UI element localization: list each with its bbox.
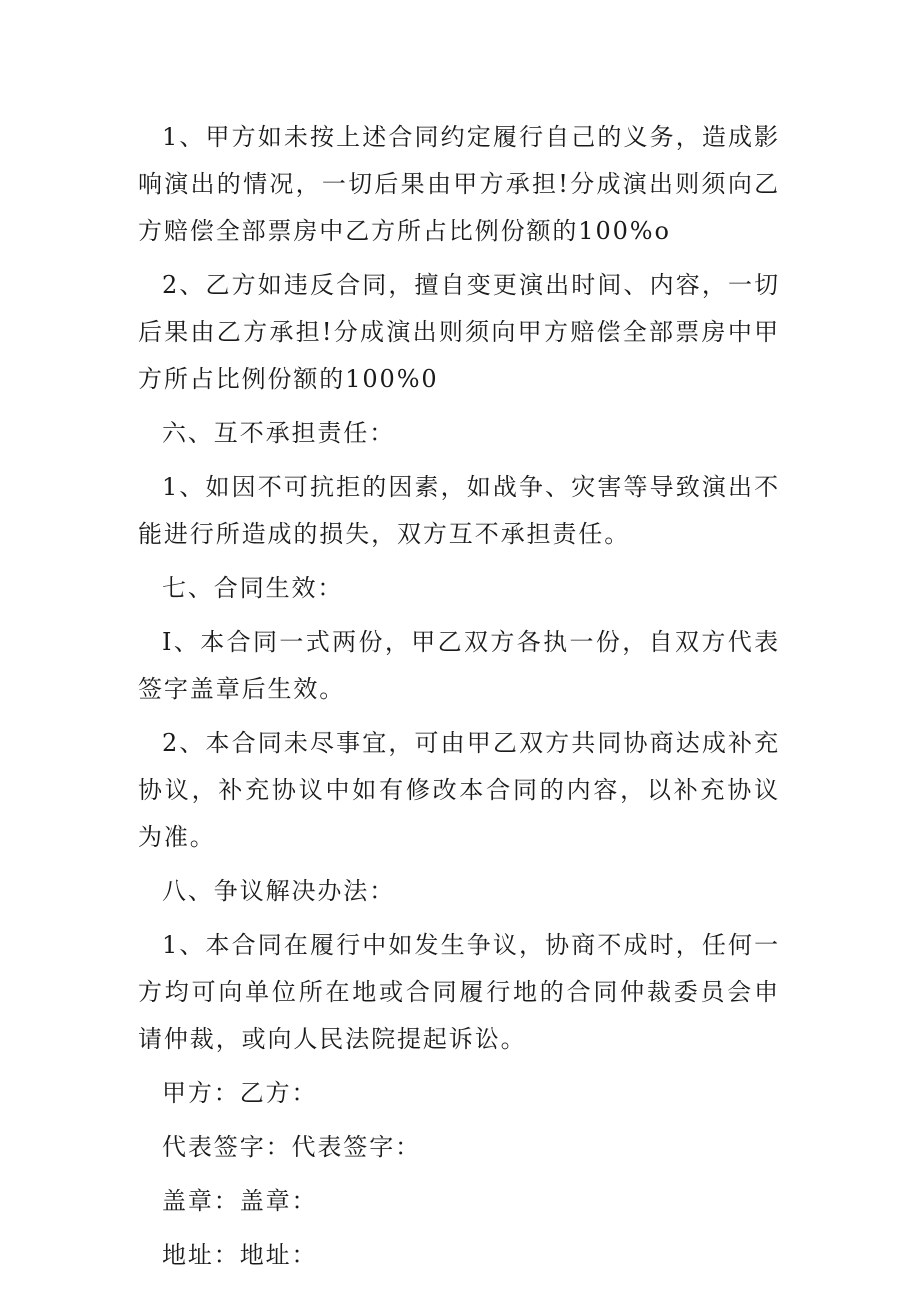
signature-seals: 盖章：盖章： xyxy=(162,1187,318,1215)
clause-force-majeure: 1、如因不可抗拒的因素，如战争、灾害等导致演出不能进行所造成的损失，双方互不承担责任。 xyxy=(138,473,780,548)
signature-addresses: 地址：地址： xyxy=(162,1241,318,1269)
signature-representatives: 代表签字：代表签字： xyxy=(162,1133,421,1161)
clause-copies: I、本合同一式两份，甲乙双方各执一份，自双方代表签字盖章后生效。 xyxy=(138,628,780,703)
clause-party-b-breach: 2、乙方如违反合同，擅自变更演出时间、内容，一切后果由乙方承担!分成演出则须向甲方赔偿全部票房中甲方所占比例份额的100%0 xyxy=(138,271,780,393)
clause-arbitration: 1、本合同在履行中如发生争议，协商不成时，任何一方均可向单位所在地或合同履行地的合同仲裁委员会申请仲裁，或向人民法院提起诉讼。 xyxy=(138,931,780,1053)
section-heading-mutual-exemption: 六、互不承担责任： xyxy=(162,419,396,447)
document-body xyxy=(138,114,780,1286)
clause-party-a-breach: 1、甲方如未按上述合同约定履行自己的义务，造成影响演出的情况，一切后果由甲方承担!分成演出则须向乙方赔偿全部票房中乙方所占比例份额的100%o xyxy=(138,123,780,245)
clause-supplementary: 2、本合同未尽事宜，可由甲乙双方共同协商达成补充协议，补充协议中如有修改本合同的内容，以补充协议为准。 xyxy=(138,729,780,851)
section-heading-dispute: 八、争议解决办法： xyxy=(162,877,396,905)
section-heading-effectiveness: 七、合同生效： xyxy=(162,574,344,602)
signature-parties: 甲方：乙方： xyxy=(162,1079,318,1107)
